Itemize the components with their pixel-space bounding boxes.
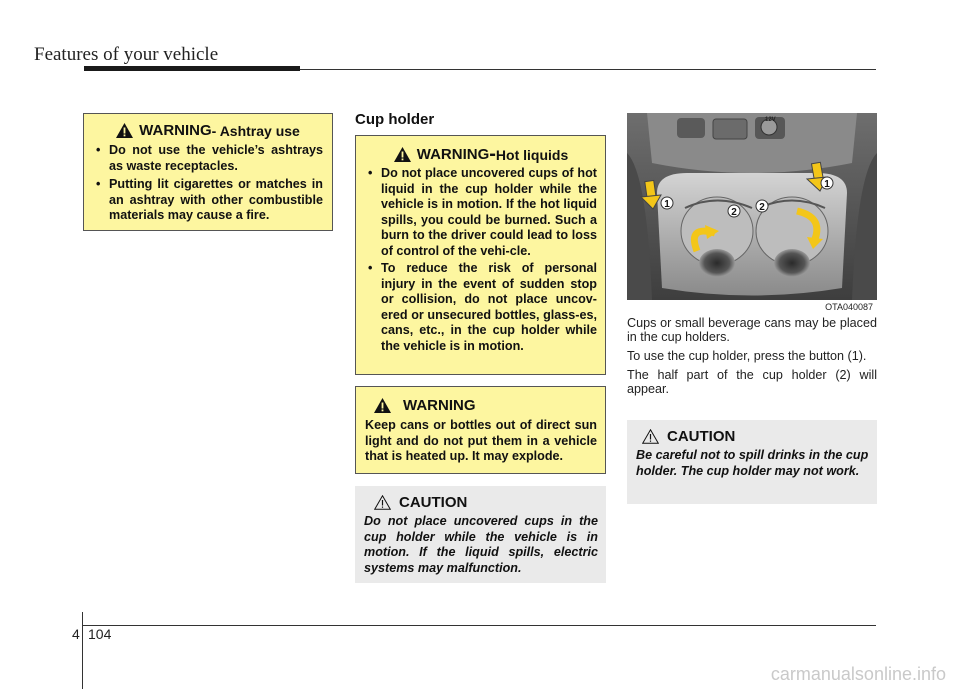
right-text bbox=[627, 316, 877, 401]
caution-spill-title: CAUTION bbox=[667, 428, 736, 445]
caution-triangle-icon bbox=[374, 495, 391, 510]
paragraph: Cups or small beverage cans may be placed in the cup holders. bbox=[627, 316, 877, 344]
callout-1-left: 1 bbox=[664, 199, 670, 210]
list-item: • Do not place uncovered cups of hot liquid in the cup holder while the vehicle is in motion. If the hot liquid spills, you could be burned. Such a burn to the driver could lead to loss of control of the vehi-cle. bbox=[365, 166, 597, 259]
caution-spill-box bbox=[627, 420, 877, 504]
warning-hot-title: WARNING bbox=[416, 146, 490, 163]
paragraph: The half part of the cup holder (2) will appear. bbox=[627, 368, 877, 396]
cup-holder-figure bbox=[627, 113, 877, 313]
cup-holder-illustration bbox=[627, 113, 877, 313]
warning-hot-liquids-box bbox=[355, 135, 606, 375]
warning-sun-title: WARNING bbox=[403, 397, 476, 414]
caution-uncovered-box bbox=[355, 486, 606, 583]
warning-sun-body: Keep cans or bottles out of direct sun light and do not put them in a vehicle that is heated up. It may explode. bbox=[365, 418, 597, 463]
figure-code: OTA040087 bbox=[825, 302, 873, 312]
warning-ashtray-box bbox=[83, 113, 333, 231]
cup-holder-heading: Cup holder bbox=[355, 111, 435, 128]
page-number: 104 bbox=[88, 626, 112, 642]
callout-1-right: 1 bbox=[824, 179, 830, 190]
warning-ashtray-title: WARNING bbox=[139, 122, 212, 139]
callout-2-left: 2 bbox=[731, 207, 737, 218]
warning-hot-subtitle: Hot liquids bbox=[495, 146, 569, 163]
list-item: • Do not use the vehicle’s ashtrays as waste receptacles. bbox=[93, 143, 323, 174]
paragraph: To use the cup holder, press the button (1). bbox=[627, 349, 867, 363]
caution-uncovered-title: CAUTION bbox=[399, 494, 468, 511]
footer-vertical-rule bbox=[82, 612, 83, 689]
watermark: carmanualsonline.info bbox=[770, 664, 946, 684]
caution-spill-body: Be careful not to spill drinks in the cup holder. The cup holder may not work. bbox=[636, 448, 869, 478]
list-item: • To reduce the risk of personal injury in the event of sudden stop or collision, do not place uncov-ered or unsecured bottles, glass-es, cans, etc., in the cup holder while the vehicle is in motion. bbox=[365, 261, 597, 354]
title-rule bbox=[300, 69, 876, 70]
caution-uncovered-body: Do not place uncovered cups in the cup holder while the vehicle is in motion. If the liquid spills, electric systems may malfunction. bbox=[364, 514, 598, 575]
list-item: • Putting lit cigarettes or matches in an ashtray with other combustible materials may cause a fire. bbox=[93, 177, 323, 224]
title-bar bbox=[84, 66, 300, 71]
callout-2-right: 2 bbox=[759, 202, 765, 213]
warning-hot-dash: - bbox=[489, 143, 496, 165]
label-12v: 12V bbox=[765, 117, 776, 123]
caution-triangle-icon bbox=[642, 429, 659, 444]
warning-triangle-icon bbox=[116, 123, 133, 138]
footer-horizontal-rule bbox=[82, 625, 876, 626]
warning-sun-box bbox=[355, 386, 606, 474]
warning-triangle-icon bbox=[394, 147, 411, 162]
section-title: Features of your vehicle bbox=[34, 44, 219, 65]
warning-ashtray-subtitle: - Ashtray use bbox=[211, 122, 300, 139]
warning-triangle-icon bbox=[374, 398, 391, 413]
chapter-number: 4 bbox=[72, 626, 80, 642]
